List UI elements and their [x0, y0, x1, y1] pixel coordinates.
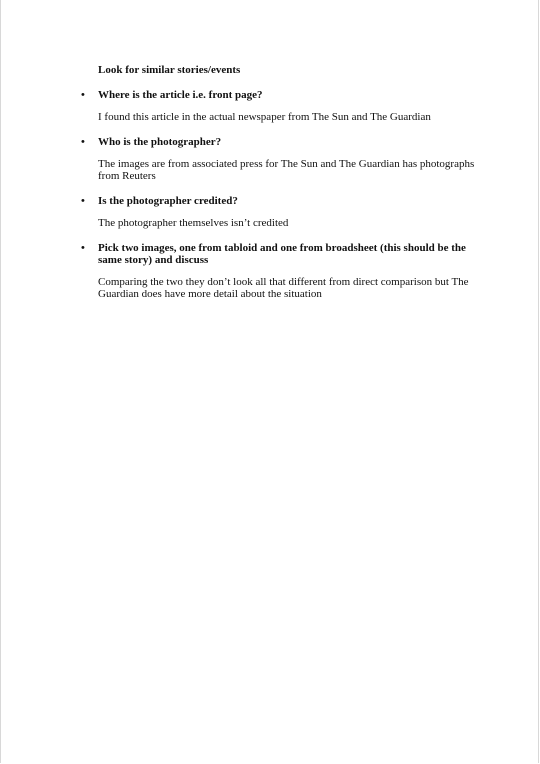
document-body — [81, 64, 490, 313]
question-text: Is the photographer credited? — [98, 195, 238, 207]
question-credited — [81, 195, 490, 207]
bullet-icon: • — [81, 242, 85, 254]
question-photographer — [81, 136, 490, 148]
answer-credited: The photographer themselves isn’t credited — [98, 217, 289, 229]
document-heading: Look for similar stories/events — [98, 64, 241, 76]
answer-compare-images: Comparing the two they don’t look all that different from direct comparison but The Guardian does have more detail about the situation — [98, 276, 469, 300]
question-text: Who is the photographer? — [98, 136, 222, 148]
bullet-icon: • — [81, 136, 85, 148]
question-compare-images — [81, 242, 490, 266]
question-text: Where is the article i.e. front page? — [98, 89, 263, 101]
question-front-page — [81, 89, 490, 101]
bullet-icon: • — [81, 89, 85, 101]
answer-photographer: The images are from associated press for The Sun and The Guardian has photographs from Reuters — [98, 158, 475, 182]
bullet-icon: • — [81, 195, 85, 207]
question-text: Pick two images, one from tabloid and one from broadsheet (this should be the same story) and discuss — [98, 242, 466, 266]
answer-front-page: I found this article in the actual newspaper from The Sun and The Guardian — [98, 111, 431, 123]
